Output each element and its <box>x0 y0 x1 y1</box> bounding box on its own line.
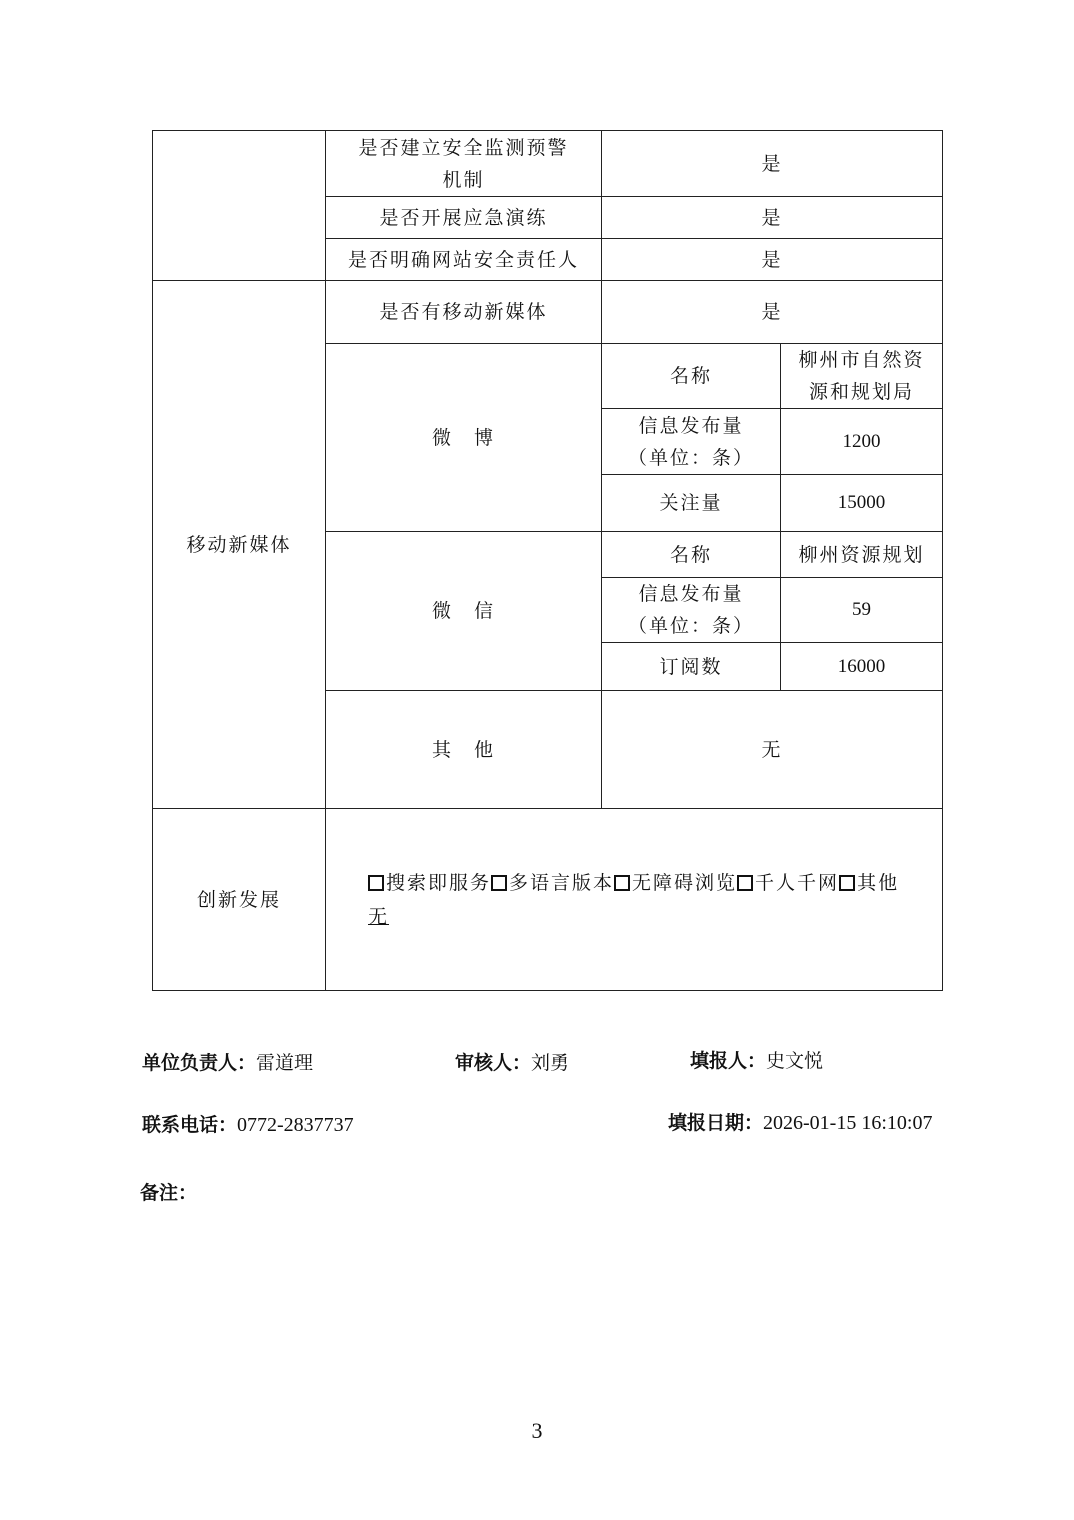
contact-phone: 联系电话：0772-2837737 <box>142 1114 354 1136</box>
checkbox-icon[interactable] <box>614 875 630 891</box>
monitoring-value: 是 <box>602 131 943 197</box>
weibo-name-label: 名称 <box>602 344 781 409</box>
drill-value: 是 <box>602 197 943 239</box>
other-media-value: 无 <box>602 691 943 809</box>
security-section-cell <box>153 131 326 281</box>
unit-head-name: 雷道理 <box>256 1052 314 1074</box>
weibo-followers-value: 15000 <box>781 475 943 532</box>
unit-head: 单位负责人：雷道理 <box>142 1052 314 1074</box>
innovation-option-multilang[interactable]: 多语言版本 <box>491 872 614 894</box>
has-mobile-label: 是否有移动新媒体 <box>326 281 602 344</box>
innovation-option-search[interactable]: 搜索即服务 <box>368 872 491 894</box>
weibo-followers-label: 关注量 <box>602 475 781 532</box>
checkbox-icon[interactable] <box>737 875 753 891</box>
mobile-section-label: 移动新媒体 <box>153 281 326 809</box>
other-media-label: 其 他 <box>326 691 602 809</box>
drill-label: 是否开展应急演练 <box>326 197 602 239</box>
innovation-options <box>326 809 943 991</box>
filler-name: 史文悦 <box>766 1050 824 1072</box>
checkbox-icon[interactable] <box>491 875 507 891</box>
wechat-subscribers-value: 16000 <box>781 643 943 691</box>
checkbox-icon[interactable] <box>839 875 855 891</box>
wechat-label: 微 信 <box>326 532 602 691</box>
wechat-subscribers-label: 订阅数 <box>602 643 781 691</box>
innovation-option-personalized[interactable]: 千人千网 <box>737 872 839 894</box>
wechat-name-label: 名称 <box>602 532 781 578</box>
report-table <box>152 130 943 991</box>
innovation-option-other[interactable]: 其他 <box>839 872 899 894</box>
reviewer: 审核人：刘勇 <box>455 1052 570 1074</box>
innovation-option-accessibility[interactable]: 无障碍浏览 <box>614 872 737 894</box>
checkbox-icon[interactable] <box>368 875 384 891</box>
monitoring-label: 是否建立安全监测预警机制 <box>326 131 602 197</box>
remarks-label: 备注： <box>140 1182 198 1204</box>
weibo-label: 微 博 <box>326 344 602 532</box>
weibo-posts-label: 信息发布量（单位：条） <box>602 409 781 475</box>
wechat-posts-value: 59 <box>781 578 943 643</box>
innovation-other-text: 无 <box>368 905 390 928</box>
weibo-name-value: 柳州市自然资源和规划局 <box>781 344 943 409</box>
date-value: 2026-01-15 16:10:07 <box>763 1112 933 1134</box>
responsible-label: 是否明确网站安全责任人 <box>326 239 602 281</box>
phone-value: 0772-2837737 <box>237 1114 354 1136</box>
filler: 填报人：史文悦 <box>690 1050 824 1072</box>
has-mobile-value: 是 <box>602 281 943 344</box>
innovation-label: 创新发展 <box>153 809 326 991</box>
wechat-posts-label: 信息发布量（单位：条） <box>602 578 781 643</box>
reviewer-name: 刘勇 <box>531 1052 570 1074</box>
weibo-posts-value: 1200 <box>781 409 943 475</box>
fill-date: 填报日期：2026-01-15 16:10:07 <box>668 1112 933 1134</box>
page-number: 3 <box>531 1418 543 1443</box>
responsible-value: 是 <box>602 239 943 281</box>
wechat-name-value: 柳州资源规划 <box>781 532 943 578</box>
